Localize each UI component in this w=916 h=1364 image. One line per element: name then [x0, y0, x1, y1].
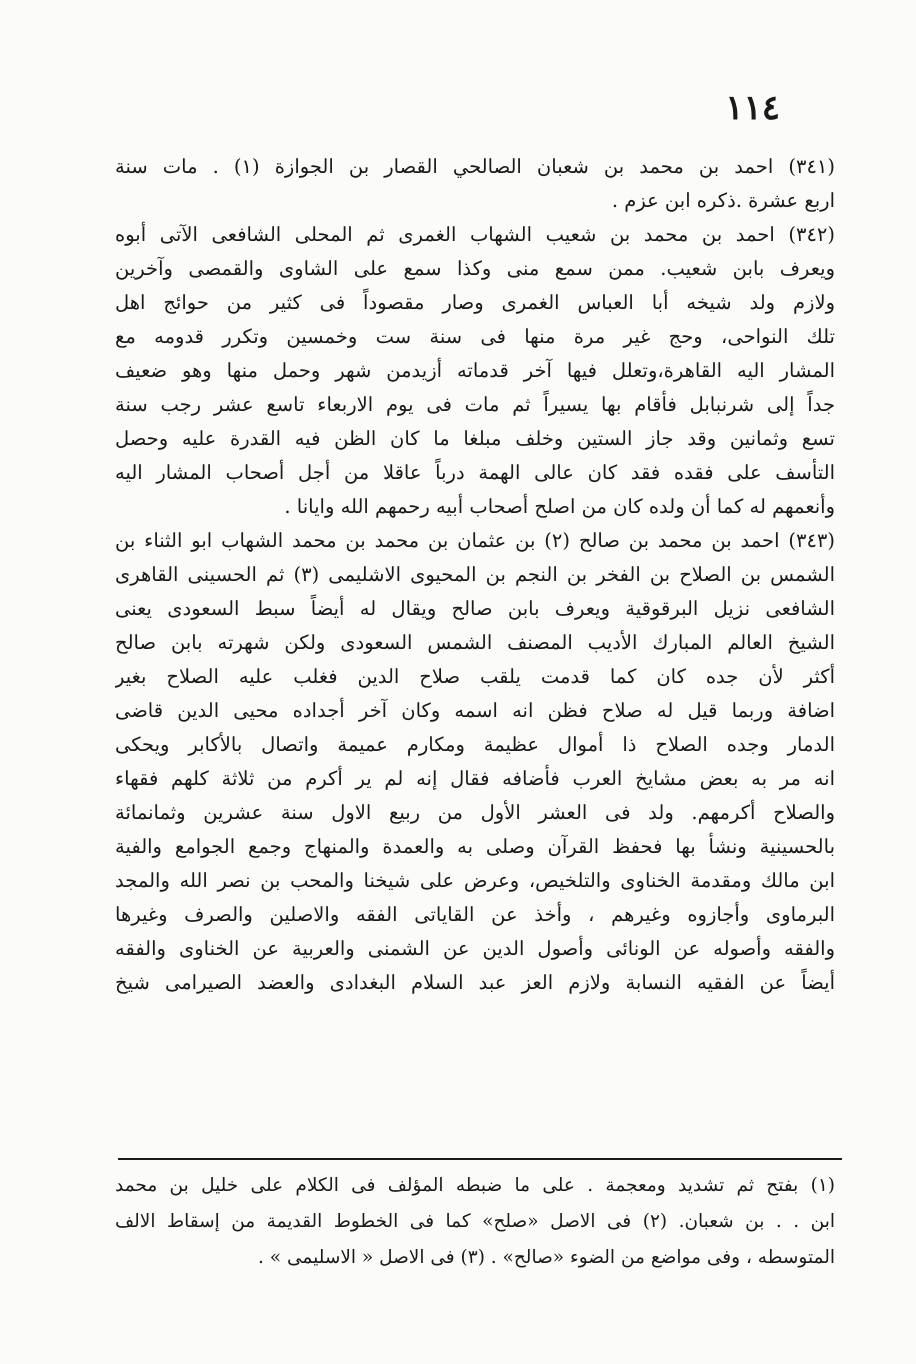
- footnote-separator: [118, 1158, 842, 1160]
- text-line: والصلاح أكرمهم. ولد فى العشر الأول من ربيع الاول سنة عشرين وثمانمائة: [115, 801, 835, 824]
- text-line: ويعرف بابن شعيب. ممن سمع منى وكذا سمع على الشاوى والقمصى وآخرين: [115, 257, 835, 280]
- main-text: [115, 150, 835, 1000]
- text-line: أيضاً عن الفقيه النسابة ولازم العز عبد السلام البغدادى والعضد الصيرامى شيخ: [115, 971, 835, 994]
- text-line: (٣٤١) احمد بن محمد بن شعبان الصالحي القصار بن الجوازة (١) . مات سنة: [115, 155, 835, 178]
- text-line: الشمس بن الصلاح بن الفخر بن النجم بن المحيوى الاشليمى (٣) ثم الحسينى القاهرى: [115, 563, 835, 586]
- footnote-line: (١) بفتح ثم تشديد ومعجمة . على ما ضبطه المؤلف فى الكلام على خليل بن محمد: [115, 1175, 835, 1196]
- text-line: الشافعى نزيل البرقوقية ويعرف بابن صالح ويقال له أيضاً سبط السعودى يعنى: [115, 597, 835, 620]
- text-line: الشيخ العالم المبارك الأديب المصنف الشمس السعودى ولكن شهرته بابن صالح: [115, 631, 835, 654]
- text-line: تسع وثمانين وقد جاز الستين وخلف مبلغا ما كان الظن فيه القدرة عليه وحصل: [115, 427, 835, 450]
- text-line: بالحسينية ونشأ بها فحفظ القرآن وصلى به والعمدة والمنهاج وجمع الجوامع والفية: [115, 835, 835, 858]
- text-line: الدمار وجده الصلاح ذا أموال عظيمة ومكارم عميمة واتصال بالأكابر ويحكى: [115, 733, 835, 756]
- text-line: اربع عشرة .ذكره ابن عزم .: [611, 189, 835, 212]
- footnote-line: المتوسطه ، وفى مواضع من الضوء «صالح» . (٣) فى الاصل « الاسليمى » .: [258, 1247, 835, 1268]
- text-line: المشار اليه القاهرة،وتعلل فيها آخر قدماته أزيدمن شهر وحمل منها وهو ضعيف: [115, 359, 835, 382]
- text-line: التأسف على فقده فقد كان عالى الهمة درباً عاقلا من أجل أصحاب المشار اليه: [115, 461, 835, 484]
- text-line: تلك النواحى، وحج غير مرة منها فى سنة ست وخمسين وتكرر قدومه مع: [115, 325, 835, 348]
- text-line: ابن مالك ومقدمة الخناوى والتلخيص، وعرض على شيخنا والمحب بن نصر الله والمجد: [115, 869, 835, 892]
- text-line: اضافة وربما قيل له صلاح فظن انه اسمه وكان آخر أجداده محيى الدين قاضى: [115, 699, 835, 722]
- page-number: ١١٤: [725, 88, 780, 128]
- text-line: (٣٤٢) احمد بن محمد بن شعيب الشهاب الغمرى ثم المحلى الشافعى الآتى أبوه: [115, 223, 835, 246]
- text-line: أكثر لأن جده كان كما قدمت يلقب صلاح الدين فغلب عليه الصلاح بغير: [115, 665, 835, 688]
- text-line: والفقه وأصوله عن الونائى وأصول الدين عن الشمنى والعربية عن الخناوى والفقه: [115, 937, 835, 960]
- footnote-line: ابن . . بن شعبان. (٢) فى الاصل «صلح» كما فى الخطوط القديمة من إسقاط الالف: [115, 1211, 835, 1232]
- text-line: (٣٤٣) احمد بن محمد بن صالح (٢) بن عثمان بن محمد بن محمد الشهاب ابو الثناء بن: [115, 529, 835, 552]
- text-line: انه مر به بعض مشايخ العرب فأضافه فقال إنه لم ير أكرم من ثلاثة كلهم فقهاء: [115, 767, 835, 790]
- text-line: ولازم ولد شيخه أبا العباس الغمرى وصار مقصوداً فى كثير من حوائج اهل: [115, 291, 835, 314]
- text-line: البرماوى وأجازوه وغيرهم ، وأخذ عن القاياتى الفقه والاصلين والصرف وغيرها: [115, 903, 835, 926]
- footnotes: [115, 1168, 835, 1276]
- text-line: جداً إلى شرنبابل فأقام بها يسيراً ثم مات فى يوم الاربعاء تاسع عشر رجب سنة: [115, 393, 835, 416]
- text-line: وأنعمهم له كما أن ولده كان من اصلح أصحاب أبيه رحمهم الله وايانا .: [284, 495, 835, 518]
